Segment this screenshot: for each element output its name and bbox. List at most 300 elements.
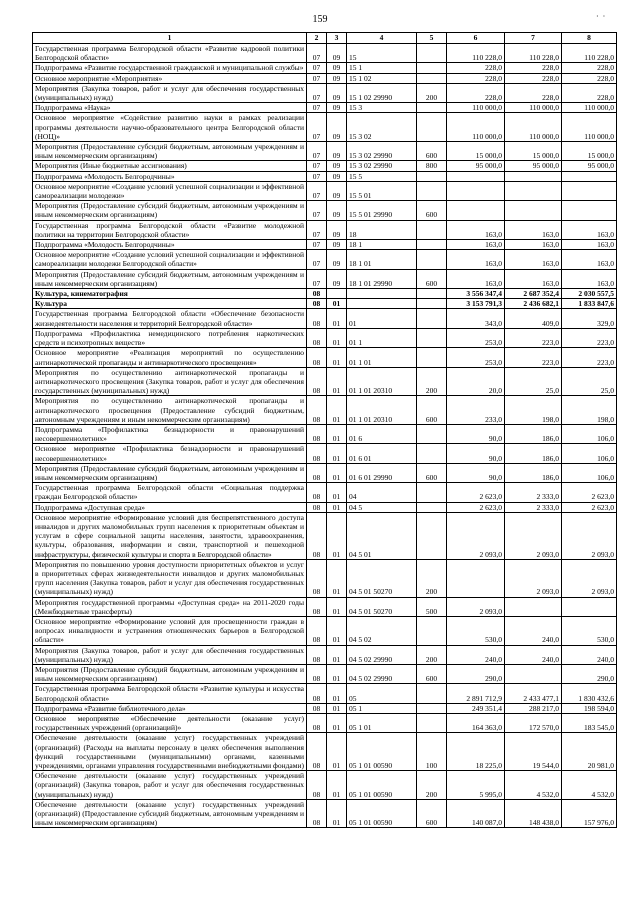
row-name-cell: Мероприятия (Иные бюджетные ассигнования) xyxy=(33,161,307,171)
header-cell: 4 xyxy=(347,33,417,44)
row-target-article-cell: 15 5 xyxy=(347,171,417,181)
row-amount-1-cell: 253,0 xyxy=(447,348,505,367)
row-amount-3-cell: 163,0 xyxy=(562,220,617,239)
row-target-article-cell xyxy=(347,289,417,299)
row-amount-2-cell: 409,0 xyxy=(505,309,562,328)
row-section-cell: 07 xyxy=(307,113,327,142)
row-section-cell: 08 xyxy=(307,328,327,347)
row-target-article-cell: 01 xyxy=(347,309,417,328)
row-amount-2-cell xyxy=(505,171,562,181)
row-section-cell: 08 xyxy=(307,714,327,733)
row-target-article-cell: 05 1 01 00590 xyxy=(347,733,417,771)
table-row xyxy=(33,463,617,482)
row-amount-1-cell xyxy=(447,201,505,220)
row-amount-3-cell: 223,0 xyxy=(562,348,617,367)
row-amount-2-cell xyxy=(505,181,562,200)
row-target-article-cell: 04 5 02 29990 xyxy=(347,665,417,684)
row-section-cell: 08 xyxy=(307,684,327,703)
row-amount-3-cell: 198,0 xyxy=(562,396,617,425)
row-amount-2-cell: 2 687 352,4 xyxy=(505,289,562,299)
table-row xyxy=(33,103,617,113)
row-amount-2-cell xyxy=(505,597,562,616)
row-subsection-cell: 01 xyxy=(327,444,347,463)
row-amount-2-cell: 2 333,0 xyxy=(505,483,562,502)
row-name-cell: Основное мероприятие «Мероприятия» xyxy=(33,73,307,83)
row-subsection-cell: 09 xyxy=(327,250,347,269)
row-amount-3-cell: 183 545,0 xyxy=(562,714,617,733)
row-subsection-cell: 01 xyxy=(327,463,347,482)
row-subsection-cell: 09 xyxy=(327,181,347,200)
row-amount-3-cell: 2 093,0 xyxy=(562,512,617,559)
table-row xyxy=(33,299,617,309)
row-amount-3-cell: 15 000,0 xyxy=(562,142,617,161)
row-name-cell: Мероприятия (Предоставление субсидий бюджетным, автономным учреждениям и иным некоммерческим организациям) xyxy=(33,463,307,482)
row-target-article-cell: 04 xyxy=(347,483,417,502)
row-expense-type-cell xyxy=(417,63,447,73)
row-amount-3-cell: 157 976,0 xyxy=(562,799,617,828)
row-amount-3-cell: 223,0 xyxy=(562,328,617,347)
row-target-article-cell: 18 1 xyxy=(347,240,417,250)
row-section-cell: 07 xyxy=(307,142,327,161)
table-row xyxy=(33,328,617,347)
row-subsection-cell: 01 xyxy=(327,483,347,502)
row-subsection-cell: 09 xyxy=(327,220,347,239)
row-expense-type-cell xyxy=(417,73,447,83)
row-expense-type-cell: 200 xyxy=(417,83,447,102)
row-section-cell: 07 xyxy=(307,240,327,250)
row-name-cell: Мероприятия (Предоставление субсидий бюджетным, автономным учреждениям и иным некоммерческим организациям) xyxy=(33,142,307,161)
header-cell: 8 xyxy=(562,33,617,44)
table-row xyxy=(33,201,617,220)
row-amount-3-cell: 198 594,0 xyxy=(562,703,617,713)
row-target-article-cell: 01 6 01 xyxy=(347,444,417,463)
row-amount-3-cell: 110 000,0 xyxy=(562,113,617,142)
table-row xyxy=(33,645,617,664)
row-name-cell: Основное мероприятие «Обеспечение деятельности (оказание услуг) государственных учреждений (организаций)» xyxy=(33,714,307,733)
row-amount-1-cell: 249 351,4 xyxy=(447,703,505,713)
row-target-article-cell: 15 3 02 xyxy=(347,113,417,142)
row-amount-3-cell: 240,0 xyxy=(562,645,617,664)
row-name-cell: Государственная программа Белгородской области «Развитие кадровой политики Белгородской области» xyxy=(33,44,307,63)
row-section-cell: 07 xyxy=(307,73,327,83)
row-subsection-cell: 01 xyxy=(327,348,347,367)
row-amount-1-cell: 163,0 xyxy=(447,240,505,250)
row-subsection-cell: 09 xyxy=(327,44,347,63)
row-section-cell: 07 xyxy=(307,181,327,200)
row-section-cell: 08 xyxy=(307,424,327,443)
row-amount-2-cell xyxy=(505,665,562,684)
row-expense-type-cell xyxy=(417,171,447,181)
row-amount-1-cell: 2 093,0 xyxy=(447,512,505,559)
row-subsection-cell: 01 xyxy=(327,665,347,684)
row-name-cell: Мероприятия (Закупка товаров, работ и услуг для обеспечения государственных (муниципальных) нужд) xyxy=(33,83,307,102)
table-row xyxy=(33,396,617,425)
row-amount-2-cell: 15 000,0 xyxy=(505,142,562,161)
row-subsection-cell: 01 xyxy=(327,771,347,800)
table-row xyxy=(33,665,617,684)
row-target-article-cell: 04 5 01 xyxy=(347,512,417,559)
table-row xyxy=(33,220,617,239)
row-expense-type-cell: 600 xyxy=(417,396,447,425)
row-name-cell: Государственная программа Белгородской области «Обеспечение безопасности жизнедеятельности населения и территорий Белгородской области» xyxy=(33,309,307,328)
row-name-cell: Обеспечение деятельности (оказание услуг) государственных учреждений (организаций) (Расходы на выплаты персоналу в целях обеспечения выполнения функций государственными (муниципальными) органами, казенными учреждениями, органами управления государственными внебюджетными фондами) xyxy=(33,733,307,771)
row-name-cell: Основное мероприятие «Профилактика безнадзорности и правонарушений несовершеннолетних» xyxy=(33,444,307,463)
row-name-cell: Подпрограмма «Молодость Белгородчины» xyxy=(33,240,307,250)
table-row xyxy=(33,799,617,828)
row-target-article-cell: 18 1 01 29990 xyxy=(347,269,417,288)
row-section-cell: 08 xyxy=(307,771,327,800)
row-expense-type-cell: 600 xyxy=(417,665,447,684)
row-amount-3-cell: 163,0 xyxy=(562,250,617,269)
row-target-article-cell: 15 3 xyxy=(347,103,417,113)
table-row xyxy=(33,771,617,800)
row-target-article-cell: 05 1 01 00590 xyxy=(347,799,417,828)
row-subsection-cell: 01 xyxy=(327,616,347,645)
row-amount-2-cell: 223,0 xyxy=(505,348,562,367)
row-amount-1-cell: 228,0 xyxy=(447,83,505,102)
row-amount-2-cell: 186,0 xyxy=(505,444,562,463)
row-subsection-cell: 01 xyxy=(327,512,347,559)
row-section-cell: 08 xyxy=(307,463,327,482)
row-subsection-cell: 01 xyxy=(327,299,347,309)
row-target-article-cell: 15 3 02 29990 xyxy=(347,142,417,161)
row-amount-1-cell: 2 623,0 xyxy=(447,502,505,512)
page-number: 159 xyxy=(312,14,328,25)
row-section-cell: 08 xyxy=(307,483,327,502)
row-subsection-cell: 01 xyxy=(327,367,347,396)
row-amount-3-cell: 4 532,0 xyxy=(562,771,617,800)
row-amount-2-cell: 2 436 682,1 xyxy=(505,299,562,309)
row-expense-type-cell xyxy=(417,616,447,645)
row-name-cell: Основное мероприятие «Формирование условий для просвещенности граждан в вопросах инвалидности и устранения отношенческих барьеров в Белгородской области» xyxy=(33,616,307,645)
header-cell: 3 xyxy=(327,33,347,44)
row-amount-3-cell: 1 830 432,6 xyxy=(562,684,617,703)
row-amount-1-cell: 2 093,0 xyxy=(447,597,505,616)
row-target-article-cell: 04 5 02 xyxy=(347,616,417,645)
table-row xyxy=(33,512,617,559)
row-name-cell: Мероприятия (Предоставление субсидий бюджетным, автономным учреждениям и иным некоммерческим организациям) xyxy=(33,665,307,684)
row-section-cell: 07 xyxy=(307,250,327,269)
row-section-cell: 08 xyxy=(307,299,327,309)
table-row xyxy=(33,181,617,200)
row-amount-3-cell xyxy=(562,597,617,616)
row-amount-3-cell: 228,0 xyxy=(562,63,617,73)
row-subsection-cell: 09 xyxy=(327,142,347,161)
row-subsection-cell: 09 xyxy=(327,161,347,171)
table-row xyxy=(33,616,617,645)
row-amount-3-cell: 163,0 xyxy=(562,269,617,288)
row-amount-2-cell: 4 532,0 xyxy=(505,771,562,800)
row-expense-type-cell xyxy=(417,44,447,63)
row-subsection-cell: 09 xyxy=(327,201,347,220)
row-name-cell: Подпрограмма «Доступная среда» xyxy=(33,502,307,512)
row-amount-3-cell: 530,0 xyxy=(562,616,617,645)
row-amount-1-cell: 140 087,0 xyxy=(447,799,505,828)
row-target-article-cell: 01 1 01 20310 xyxy=(347,367,417,396)
row-expense-type-cell: 200 xyxy=(417,771,447,800)
row-subsection-cell: 01 xyxy=(327,424,347,443)
row-section-cell: 08 xyxy=(307,289,327,299)
row-amount-3-cell: 95 000,0 xyxy=(562,161,617,171)
row-amount-1-cell: 95 000,0 xyxy=(447,161,505,171)
row-amount-1-cell: 163,0 xyxy=(447,269,505,288)
row-amount-2-cell: 240,0 xyxy=(505,616,562,645)
row-amount-2-cell: 163,0 xyxy=(505,220,562,239)
row-expense-type-cell xyxy=(417,299,447,309)
table-row xyxy=(33,714,617,733)
row-name-cell: Обеспечение деятельности (оказание услуг) государственных учреждений (организаций) (Закупка товаров, работ и услуг для обеспечения государственных (муниципальных) нужд) xyxy=(33,771,307,800)
row-name-cell: Подпрограмма «Профилактика безнадзорности и правонарушений несовершеннолетних» xyxy=(33,424,307,443)
row-amount-1-cell: 253,0 xyxy=(447,328,505,347)
row-name-cell: Подпрограмма «Профилактика немедицинского потребления наркотических средств и психотропных веществ» xyxy=(33,328,307,347)
row-subsection-cell: 01 xyxy=(327,559,347,597)
row-subsection-cell: 01 xyxy=(327,502,347,512)
row-expense-type-cell: 600 xyxy=(417,142,447,161)
row-amount-3-cell: 1 833 847,6 xyxy=(562,299,617,309)
table-row xyxy=(33,348,617,367)
row-section-cell: 07 xyxy=(307,201,327,220)
row-subsection-cell: 01 xyxy=(327,597,347,616)
row-subsection-cell: 01 xyxy=(327,684,347,703)
row-amount-1-cell xyxy=(447,181,505,200)
row-expense-type-cell xyxy=(417,220,447,239)
row-amount-1-cell xyxy=(447,171,505,181)
row-amount-2-cell: 172 570,0 xyxy=(505,714,562,733)
row-expense-type-cell: 100 xyxy=(417,733,447,771)
row-amount-3-cell: 110 000,0 xyxy=(562,103,617,113)
row-amount-3-cell xyxy=(562,181,617,200)
row-amount-2-cell: 110 000,0 xyxy=(505,103,562,113)
row-section-cell: 08 xyxy=(307,367,327,396)
row-amount-2-cell: 163,0 xyxy=(505,250,562,269)
row-target-article-cell: 01 6 01 29990 xyxy=(347,463,417,482)
row-section-cell: 07 xyxy=(307,220,327,239)
header-cell: 2 xyxy=(307,33,327,44)
row-section-cell: 08 xyxy=(307,616,327,645)
row-amount-1-cell: 5 995,0 xyxy=(447,771,505,800)
row-amount-1-cell: 163,0 xyxy=(447,220,505,239)
row-expense-type-cell xyxy=(417,703,447,713)
row-amount-1-cell: 110 000,0 xyxy=(447,113,505,142)
row-amount-3-cell xyxy=(562,201,617,220)
row-target-article-cell: 18 1 01 xyxy=(347,250,417,269)
row-section-cell: 08 xyxy=(307,559,327,597)
row-target-article-cell: 15 1 xyxy=(347,63,417,73)
row-amount-2-cell: 2 333,0 xyxy=(505,502,562,512)
row-section-cell: 08 xyxy=(307,733,327,771)
table-row xyxy=(33,113,617,142)
row-name-cell: Подпрограмма «Развитие библиотечного дела» xyxy=(33,703,307,713)
table-row xyxy=(33,289,617,299)
row-expense-type-cell: 600 xyxy=(417,269,447,288)
row-target-article-cell: 01 1 01 20310 xyxy=(347,396,417,425)
row-name-cell: Подпрограмма «Молодость Белгородчины» xyxy=(33,171,307,181)
row-amount-1-cell: 530,0 xyxy=(447,616,505,645)
header-row xyxy=(33,33,617,44)
header-cell: 5 xyxy=(417,33,447,44)
row-target-article-cell: 15 5 01 29990 xyxy=(347,201,417,220)
row-subsection-cell: 09 xyxy=(327,240,347,250)
row-name-cell: Основное мероприятие «Создание условий успешной социализации и эффективной самореализации молодежи Белгородской области» xyxy=(33,250,307,269)
row-amount-1-cell xyxy=(447,559,505,597)
row-subsection-cell: 01 xyxy=(327,645,347,664)
row-subsection-cell: 01 xyxy=(327,396,347,425)
header-cell: 1 xyxy=(33,33,307,44)
row-expense-type-cell: 200 xyxy=(417,559,447,597)
row-amount-1-cell: 2 891 712,9 xyxy=(447,684,505,703)
row-name-cell: Мероприятия (Предоставление субсидий бюджетным, автономным учреждениям и иным некоммерческим организациям) xyxy=(33,201,307,220)
row-subsection-cell: 01 xyxy=(327,733,347,771)
row-target-article-cell: 05 xyxy=(347,684,417,703)
row-amount-1-cell: 110 228,0 xyxy=(447,44,505,63)
row-amount-2-cell: 228,0 xyxy=(505,83,562,102)
table-row xyxy=(33,703,617,713)
row-amount-2-cell: 228,0 xyxy=(505,63,562,73)
row-expense-type-cell: 800 xyxy=(417,161,447,171)
row-target-article-cell: 18 xyxy=(347,220,417,239)
budget-table xyxy=(32,32,617,828)
row-section-cell: 08 xyxy=(307,703,327,713)
row-amount-1-cell: 290,0 xyxy=(447,665,505,684)
row-expense-type-cell: 200 xyxy=(417,367,447,396)
table-row xyxy=(33,44,617,63)
row-amount-3-cell: 25,0 xyxy=(562,367,617,396)
row-amount-3-cell: 110 228,0 xyxy=(562,44,617,63)
row-target-article-cell: 04 5 02 29990 xyxy=(347,645,417,664)
row-amount-1-cell: 228,0 xyxy=(447,73,505,83)
row-amount-3-cell: 290,0 xyxy=(562,665,617,684)
row-expense-type-cell xyxy=(417,483,447,502)
row-amount-1-cell: 90,0 xyxy=(447,444,505,463)
table-body xyxy=(33,44,617,828)
row-amount-2-cell: 228,0 xyxy=(505,73,562,83)
row-section-cell: 08 xyxy=(307,512,327,559)
row-subsection-cell: 01 xyxy=(327,714,347,733)
row-amount-2-cell: 240,0 xyxy=(505,645,562,664)
row-amount-2-cell: 186,0 xyxy=(505,424,562,443)
row-section-cell: 08 xyxy=(307,444,327,463)
row-target-article-cell: 04 5 01 50270 xyxy=(347,597,417,616)
row-target-article-cell: 04 5 xyxy=(347,502,417,512)
row-section-cell: 07 xyxy=(307,103,327,113)
table-row xyxy=(33,161,617,171)
row-expense-type-cell xyxy=(417,250,447,269)
row-section-cell: 08 xyxy=(307,665,327,684)
header-cell: 7 xyxy=(505,33,562,44)
row-target-article-cell: 15 5 01 xyxy=(347,181,417,200)
row-amount-1-cell: 2 623,0 xyxy=(447,483,505,502)
row-amount-2-cell: 95 000,0 xyxy=(505,161,562,171)
row-amount-3-cell: 20 981,0 xyxy=(562,733,617,771)
row-amount-1-cell: 18 225,0 xyxy=(447,733,505,771)
row-expense-type-cell xyxy=(417,502,447,512)
row-expense-type-cell xyxy=(417,181,447,200)
row-section-cell: 07 xyxy=(307,161,327,171)
row-amount-1-cell: 90,0 xyxy=(447,424,505,443)
row-amount-3-cell: 2 623,0 xyxy=(562,502,617,512)
row-target-article-cell: 05 1 01 xyxy=(347,714,417,733)
row-expense-type-cell xyxy=(417,714,447,733)
row-amount-1-cell: 233,0 xyxy=(447,396,505,425)
row-expense-type-cell xyxy=(417,289,447,299)
row-amount-2-cell: 288 217,0 xyxy=(505,703,562,713)
row-name-cell: Основное мероприятие «Содействие развитию науки в рамках реализации программы деятельности научно-образовательного центра Белгородской области (НОЦ)» xyxy=(33,113,307,142)
row-name-cell: Мероприятия (Закупка товаров, работ и услуг для обеспечения государственных (муниципальных) нужд) xyxy=(33,645,307,664)
row-name-cell: Основное мероприятие «Формирование условий для беспрепятственного доступа инвалидов и других маломобильных групп населения к приоритетным объектам и услугам в сфере социальной защиты населения, занятости, здравоохранения, культуры, образования, информации и связи, транспортной и пешеходной инфраструктуры, физической культуры и спорта в Белгородской области» xyxy=(33,512,307,559)
row-section-cell: 08 xyxy=(307,799,327,828)
corner-mark: · · xyxy=(596,12,607,21)
table-row xyxy=(33,444,617,463)
row-expense-type-cell: 600 xyxy=(417,799,447,828)
row-name-cell: Мероприятия по осуществлению антинаркотической пропаганды и антинаркотического просвещения (Закупка товаров, работ и услуг для обеспечения государственных (муниципальных) нужд) xyxy=(33,367,307,396)
row-amount-2-cell: 148 438,0 xyxy=(505,799,562,828)
row-amount-2-cell: 2 433 477,1 xyxy=(505,684,562,703)
table-row xyxy=(33,559,617,597)
row-target-article-cell: 01 1 xyxy=(347,328,417,347)
row-amount-2-cell: 110 228,0 xyxy=(505,44,562,63)
row-amount-2-cell: 186,0 xyxy=(505,463,562,482)
row-name-cell: Мероприятия государственной программы «Доступная среда» на 2011-2020 годы (Межбюджетные трансферты) xyxy=(33,597,307,616)
row-amount-2-cell: 19 544,0 xyxy=(505,733,562,771)
row-section-cell: 07 xyxy=(307,83,327,102)
table-row xyxy=(33,424,617,443)
table-row xyxy=(33,483,617,502)
row-amount-1-cell: 164 363,0 xyxy=(447,714,505,733)
row-name-cell: Культура, кинематография xyxy=(33,289,307,299)
row-expense-type-cell: 600 xyxy=(417,463,447,482)
row-subsection-cell: 09 xyxy=(327,83,347,102)
row-target-article-cell: 01 6 xyxy=(347,424,417,443)
row-section-cell: 08 xyxy=(307,597,327,616)
row-name-cell: Государственная программа Белгородской области «Развитие молодежной политики на территории Белгородской области» xyxy=(33,220,307,239)
row-amount-1-cell: 163,0 xyxy=(447,250,505,269)
row-section-cell: 08 xyxy=(307,396,327,425)
row-section-cell: 07 xyxy=(307,269,327,288)
table-row xyxy=(33,171,617,181)
table-row xyxy=(33,73,617,83)
row-subsection-cell: 01 xyxy=(327,799,347,828)
table-row xyxy=(33,63,617,73)
row-target-article-cell xyxy=(347,299,417,309)
row-amount-2-cell: 163,0 xyxy=(505,240,562,250)
row-amount-3-cell xyxy=(562,171,617,181)
row-amount-3-cell: 228,0 xyxy=(562,73,617,83)
row-name-cell: Основное мероприятие «Реализация мероприятий по осуществлению антинаркотической пропаганды и антинаркотического просвещения» xyxy=(33,348,307,367)
table-row xyxy=(33,733,617,771)
row-expense-type-cell xyxy=(417,309,447,328)
table-row xyxy=(33,240,617,250)
row-amount-2-cell xyxy=(505,201,562,220)
table-row xyxy=(33,83,617,102)
row-subsection-cell xyxy=(327,289,347,299)
table-row xyxy=(33,142,617,161)
row-amount-3-cell: 106,0 xyxy=(562,444,617,463)
table-row xyxy=(33,597,617,616)
row-name-cell: Мероприятия по осуществлению антинаркотической пропаганды и антинаркотического просвещения (Предоставление субсидий бюджетным, автономным учреждениям и иным некоммерческим организациям) xyxy=(33,396,307,425)
row-amount-1-cell: 90,0 xyxy=(447,463,505,482)
row-name-cell: Подпрограмма «Развитие государственной гражданской и муниципальной службы» xyxy=(33,63,307,73)
row-amount-1-cell: 228,0 xyxy=(447,63,505,73)
table-row xyxy=(33,269,617,288)
row-expense-type-cell xyxy=(417,512,447,559)
row-expense-type-cell: 200 xyxy=(417,645,447,664)
row-amount-2-cell: 2 093,0 xyxy=(505,512,562,559)
row-subsection-cell: 09 xyxy=(327,63,347,73)
row-expense-type-cell: 600 xyxy=(417,201,447,220)
table-row xyxy=(33,684,617,703)
row-section-cell: 08 xyxy=(307,309,327,328)
row-amount-1-cell: 15 000,0 xyxy=(447,142,505,161)
